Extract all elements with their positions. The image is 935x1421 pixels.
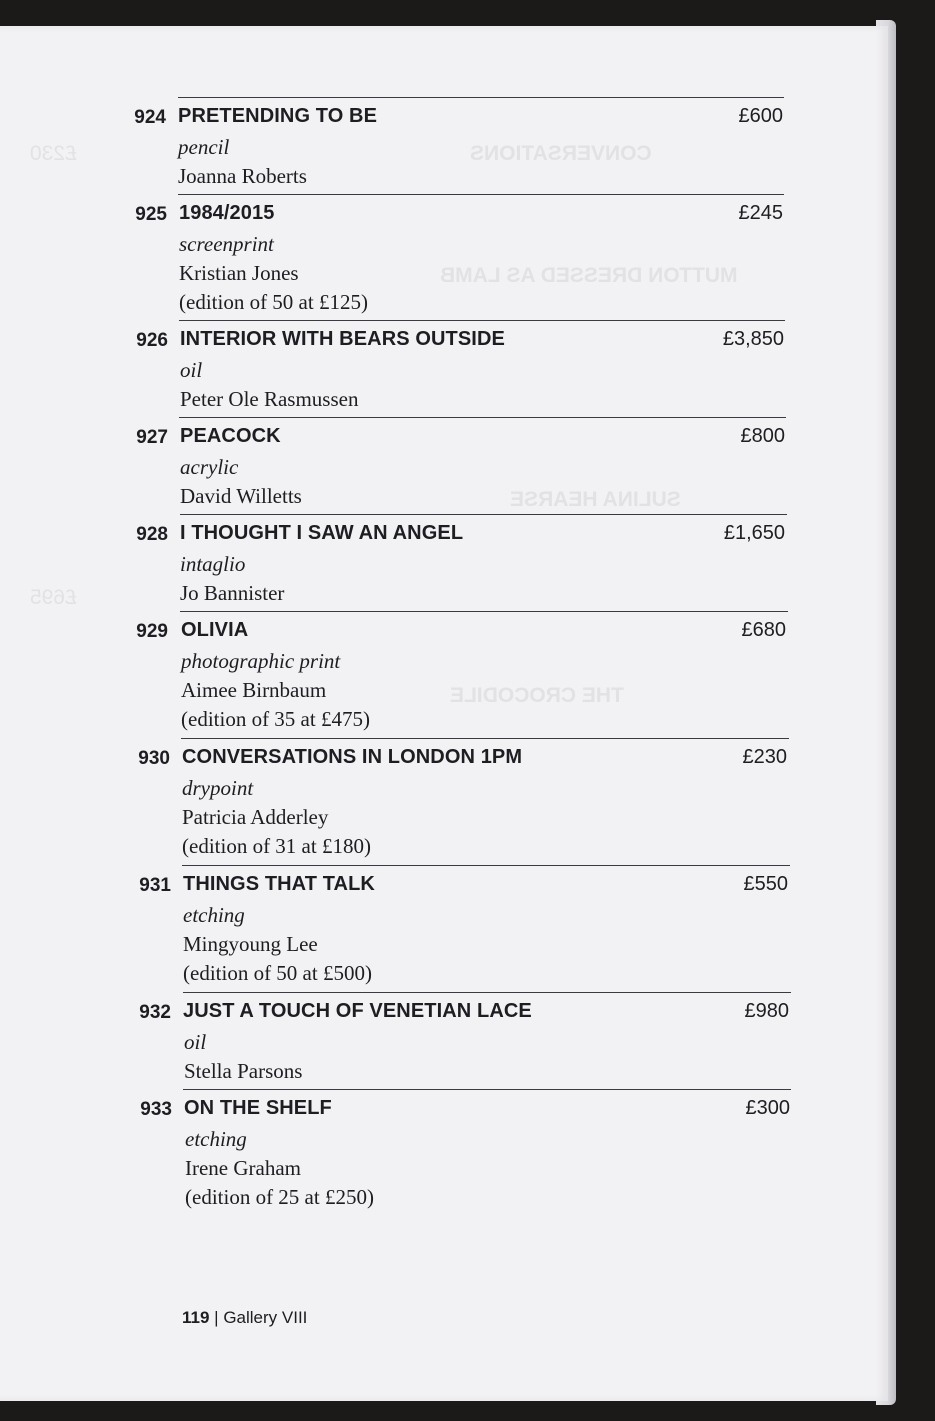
artwork-price: £3,850 (722, 328, 784, 350)
lot-number: 926 (136, 330, 168, 351)
edition-info: (edition of 31 at £180) (182, 834, 371, 858)
artist-name: Mingyoung Lee (183, 932, 318, 956)
artwork-title: 1984/2015 (179, 202, 275, 224)
artwork-title: INTERIOR WITH BEARS OUTSIDE (180, 328, 505, 350)
lot-number: 930 (138, 748, 170, 769)
artwork-title: PRETENDING TO BE (178, 105, 378, 127)
artist-name: Stella Parsons (184, 1059, 303, 1083)
artist-name: Jo Bannister (180, 581, 285, 605)
artwork-price: £800 (740, 425, 785, 447)
artwork-price: £1,650 (723, 522, 785, 544)
edition-info: (edition of 50 at £125) (179, 290, 368, 314)
ghost-heading: THE CROCODILE (450, 684, 624, 707)
lot-number: 925 (135, 204, 167, 225)
artwork-medium: etching (185, 1127, 247, 1151)
artwork-medium: oil (180, 358, 203, 382)
entry-divider (183, 992, 791, 993)
artwork-title: ON THE SHELF (184, 1097, 332, 1119)
artwork-title: THINGS THAT TALK (183, 873, 375, 895)
lot-number: 933 (140, 1099, 172, 1120)
catalogue-page (0, 26, 888, 1401)
page-number: 119 (182, 1308, 210, 1327)
gallery-section: Gallery VIII (223, 1308, 308, 1327)
artwork-medium: intaglio (180, 552, 246, 576)
artwork-title: PEACOCK (180, 425, 281, 447)
edition-info: (edition of 25 at £250) (185, 1185, 374, 1209)
entry-divider (180, 611, 788, 612)
entry-divider (179, 320, 785, 321)
page-footer (182, 1308, 307, 1328)
artwork-medium: photographic print (181, 649, 341, 673)
artist-name: Peter Ole Rasmussen (180, 387, 359, 411)
artwork-medium: screenprint (179, 232, 274, 256)
lot-number: 927 (136, 427, 168, 448)
ghost-heading: CONVERSATIONS (470, 142, 652, 165)
artwork-title: OLIVIA (181, 619, 249, 641)
artwork-medium: etching (183, 903, 245, 927)
lot-number: 924 (134, 107, 166, 128)
lot-number: 928 (136, 524, 168, 545)
artwork-medium: drypoint (182, 776, 254, 800)
lot-number: 932 (139, 1002, 171, 1023)
ghost-heading: SULINA HEARSE (510, 488, 681, 511)
artwork-price: £600 (738, 105, 783, 127)
artist-name: Patricia Adderley (182, 805, 329, 829)
entry-divider (180, 514, 787, 515)
artwork-medium: acrylic (180, 455, 239, 479)
entry-divider (178, 97, 784, 98)
artwork-title: JUST A TOUCH OF VENETIAN LACE (183, 1000, 532, 1022)
artwork-price: £980 (744, 1000, 789, 1022)
lot-number: 929 (136, 621, 168, 642)
artwork-price: £550 (743, 873, 788, 895)
artwork-price: £230 (742, 746, 787, 768)
show-through-text (0, 26, 888, 1401)
entry-divider (181, 738, 789, 739)
ghost-heading: MUTTON DRESSED AS LAMB (440, 264, 738, 287)
entry-divider (179, 417, 786, 418)
footer-separator: | (214, 1308, 219, 1327)
artwork-title: I THOUGHT I SAW AN ANGEL (180, 522, 464, 544)
artist-name: Irene Graham (185, 1156, 302, 1180)
entry-divider (183, 1089, 791, 1090)
artwork-medium: pencil (178, 135, 230, 159)
ghost-price: £230 (30, 142, 77, 165)
artist-name: Kristian Jones (179, 261, 299, 285)
lot-number: 931 (139, 875, 171, 896)
artwork-medium: oil (184, 1030, 207, 1054)
artwork-title: CONVERSATIONS IN LONDON 1PM (182, 746, 523, 768)
artwork-price: £300 (745, 1097, 790, 1119)
artwork-price: £680 (741, 619, 786, 641)
edition-info: (edition of 35 at £475) (181, 707, 370, 731)
artist-name: Joanna Roberts (178, 164, 307, 188)
edition-info: (edition of 50 at £500) (183, 961, 372, 985)
entry-divider (182, 865, 790, 866)
ghost-price: £695 (30, 586, 77, 609)
artist-name: David Willetts (180, 484, 302, 508)
entry-divider (178, 194, 784, 195)
artwork-price: £245 (738, 202, 783, 224)
artist-name: Aimee Birnbaum (181, 678, 327, 702)
